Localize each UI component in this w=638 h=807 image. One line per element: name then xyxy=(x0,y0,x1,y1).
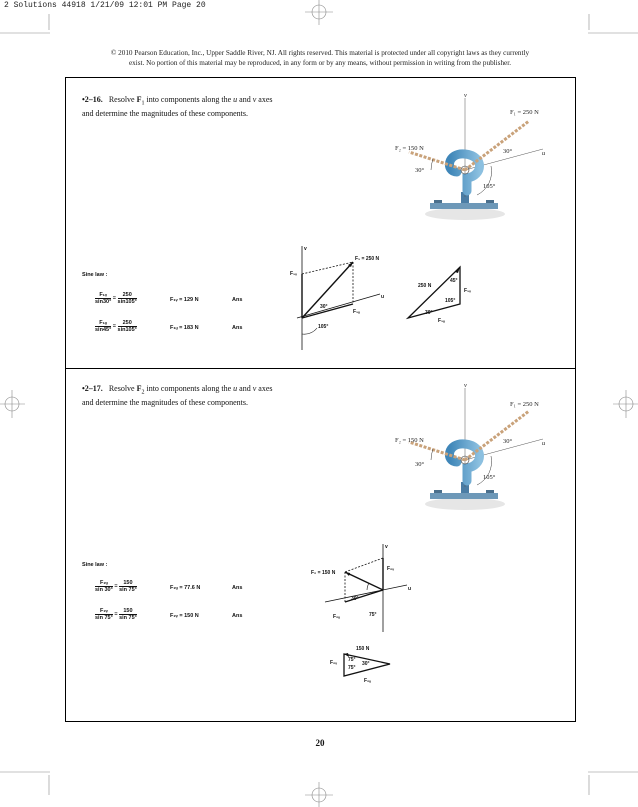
statement-text: and xyxy=(237,95,253,104)
tri2-angle-75b: 75° xyxy=(348,665,356,671)
eq2-den-left: sin45° xyxy=(95,327,112,333)
eq3-result: F₂ᵤ = 77.6 N xyxy=(170,585,201,591)
tri2-150-label: 150 N xyxy=(356,646,370,652)
angle-105: 105° xyxy=(483,183,496,190)
eq1-den-left: sin30° xyxy=(95,299,112,305)
tri1-f1u-label: F₁ᵤ xyxy=(438,318,445,324)
force-subscript: 2 xyxy=(141,389,145,396)
v-axis-label: v xyxy=(464,92,467,99)
force-triangle-1 xyxy=(400,262,490,324)
statement-text: axes xyxy=(256,95,273,104)
hook-shape xyxy=(449,154,479,191)
copyright-notice xyxy=(70,49,570,68)
problem-number: •2–16. xyxy=(82,95,103,104)
v-symbol: v xyxy=(252,384,257,393)
sketch1-f1-label: F₁ = 250 N xyxy=(355,256,380,262)
problem-statement-2 xyxy=(82,384,342,408)
statement-line-2: and determine the magnitudes of these components. xyxy=(82,108,248,118)
eq2-ans: Ans xyxy=(232,325,243,331)
hook-shape xyxy=(449,444,479,481)
tri2-f2u-label: F₂ᵤ xyxy=(364,678,372,684)
f1-label: F₁ = 250 N xyxy=(510,401,539,408)
sine-law-label: Sine law : xyxy=(82,272,108,278)
statement-line-2: and determine the magnitudes of these components. xyxy=(82,397,248,407)
eq1-ans: Ans xyxy=(232,297,243,303)
eq3-den-right: sin 75° xyxy=(119,587,137,593)
sketch2-f2v-label: F₂ᵥ xyxy=(387,566,395,572)
eq4-ans: Ans xyxy=(232,613,243,619)
force-symbol: F xyxy=(136,95,142,104)
sketch1-v-label: v xyxy=(304,246,307,252)
eq3-ans: Ans xyxy=(232,585,243,591)
tri1-f1v-label: F₁ᵥ xyxy=(464,288,471,294)
angle-30-right: 30° xyxy=(503,148,513,155)
eq1-den-right: sin105° xyxy=(117,299,137,305)
eq2-num-left: F₁ᵤ xyxy=(95,320,111,327)
equation-2: $\frac{\text{F₁ᵤ}}{\sin 45^\circ}$ = $\frac{250}{\sin 105^\circ}$ xyxy=(95,320,137,333)
cable-f1 xyxy=(465,411,529,460)
sketch2-angle-30: 30° xyxy=(351,596,359,602)
equation-3: $\frac{\text{F₂ᵤ}}{\sin 30^\circ}$ = $\frac{150}{\sin 75^\circ}$ xyxy=(95,580,137,593)
equation-4: $\frac{\text{F₂ᵥ}}{\sin 75^\circ}$ = $\frac{150}{\sin 75^\circ}$ xyxy=(95,608,137,621)
eq3-num-left: F₂ᵤ xyxy=(95,580,113,587)
sine-law-label: Sine law : xyxy=(82,562,108,568)
eq2-num-right: 250 xyxy=(118,320,137,327)
v-axis-label: v xyxy=(464,382,467,389)
u-axis-label: u xyxy=(542,150,546,157)
sketch1-f1u-label: F₁ᵤ xyxy=(353,309,360,315)
eq4-num-right: 150 xyxy=(119,608,137,615)
sketch2-f2-label: F₂ = 150 N xyxy=(311,570,336,576)
statement-text: Resolve xyxy=(108,95,137,104)
eq1-num-left: F₁ᵥ xyxy=(95,292,111,299)
sketch1-angle-30: 30° xyxy=(320,304,328,310)
sketch1-u-label: u xyxy=(381,294,385,300)
tri2-f2v-label: F₂ᵥ xyxy=(330,660,338,666)
f2-label: F₂ = 150 N xyxy=(395,145,424,152)
copyright-line-2: exist. No portion of this material may be reproduced, in any form or by any means, without permission in writing from the publisher. xyxy=(128,58,512,67)
sketch2-u-label: u xyxy=(408,586,412,592)
force-subscript: 1 xyxy=(141,100,145,107)
problem-number: •2–17. xyxy=(82,384,103,393)
hook-figure-2 xyxy=(385,382,555,512)
eq2-result: F₁ᵤ = 183 N xyxy=(170,325,199,331)
eq4-num-left: F₂ᵥ xyxy=(95,608,113,615)
eq4-den-right: sin 75° xyxy=(119,615,137,621)
copyright-line-1: © 2010 Pearson Education, Inc., Upper Saddle River, NJ. All rights reserved. This material is protected under all copyright laws as they currently xyxy=(110,49,530,57)
statement-text: Resolve xyxy=(108,384,137,393)
tri2-angle-30: 30° xyxy=(362,661,370,667)
sketch2-angle-75: 75° xyxy=(369,612,377,618)
force-symbol: F xyxy=(136,384,142,393)
statement-text: axes xyxy=(256,384,273,393)
statement-text: into components along the xyxy=(144,95,234,104)
eq3-num-right: 150 xyxy=(119,580,137,587)
f1-label: F₁ = 250 N xyxy=(510,109,539,116)
hook-figure-1 xyxy=(385,92,555,222)
sketch1-f1v-label: F₁ᵥ xyxy=(290,271,297,277)
eq2-den-right: sin105° xyxy=(117,327,137,333)
parallelogram-sketch-2 xyxy=(305,538,415,636)
u-symbol: u xyxy=(233,384,238,393)
eq4-result: F₂ᵥ = 150 N xyxy=(170,613,199,619)
page-number: 20 xyxy=(315,738,325,748)
statement-text: into components along the xyxy=(144,384,234,393)
force-triangle-2 xyxy=(328,640,408,684)
eq3-den-left: sin 30° xyxy=(95,587,113,593)
angle-30-right: 30° xyxy=(503,438,513,445)
angle-105: 105° xyxy=(483,474,496,481)
angle-30-left: 30° xyxy=(415,461,425,468)
sketch1-angle-105: 105° xyxy=(318,324,329,330)
tri1-angle-105: 105° xyxy=(445,298,456,304)
cable-f1 xyxy=(465,121,529,170)
equation-1: $\frac{\text{F₁ᵥ}}{\sin 30^\circ}$ = $\frac{250}{\sin 105^\circ}$ xyxy=(95,292,137,305)
eq1-num-right: 250 xyxy=(118,292,137,299)
problem-statement-1 xyxy=(82,95,342,119)
angle-30-left: 30° xyxy=(415,167,425,174)
sketch2-v-label: v xyxy=(385,544,388,550)
tri1-250-label: 250 N xyxy=(418,283,432,289)
f2-label: F₂ = 150 N xyxy=(395,437,424,444)
base-plate xyxy=(430,203,498,209)
tri2-angle-75a: 75° xyxy=(348,657,356,663)
tri1-angle-30: 30° xyxy=(425,310,433,316)
statement-text: and xyxy=(237,384,253,393)
u-axis-label: u xyxy=(542,440,546,447)
v-symbol: v xyxy=(252,95,257,104)
sketch2-f2u-label: F₂ᵤ xyxy=(333,614,341,620)
tri1-angle-45: 45° xyxy=(450,278,458,284)
parallelogram-sketch-1 xyxy=(285,242,395,354)
eq1-result: F₁ᵥ = 129 N xyxy=(170,297,199,303)
base-plate xyxy=(430,493,498,499)
eq4-den-left: sin 75° xyxy=(95,615,113,621)
u-symbol: u xyxy=(233,95,238,104)
print-slug: 2 Solutions 44918 1/21/09 12:01 PM Page 20 xyxy=(4,1,206,10)
